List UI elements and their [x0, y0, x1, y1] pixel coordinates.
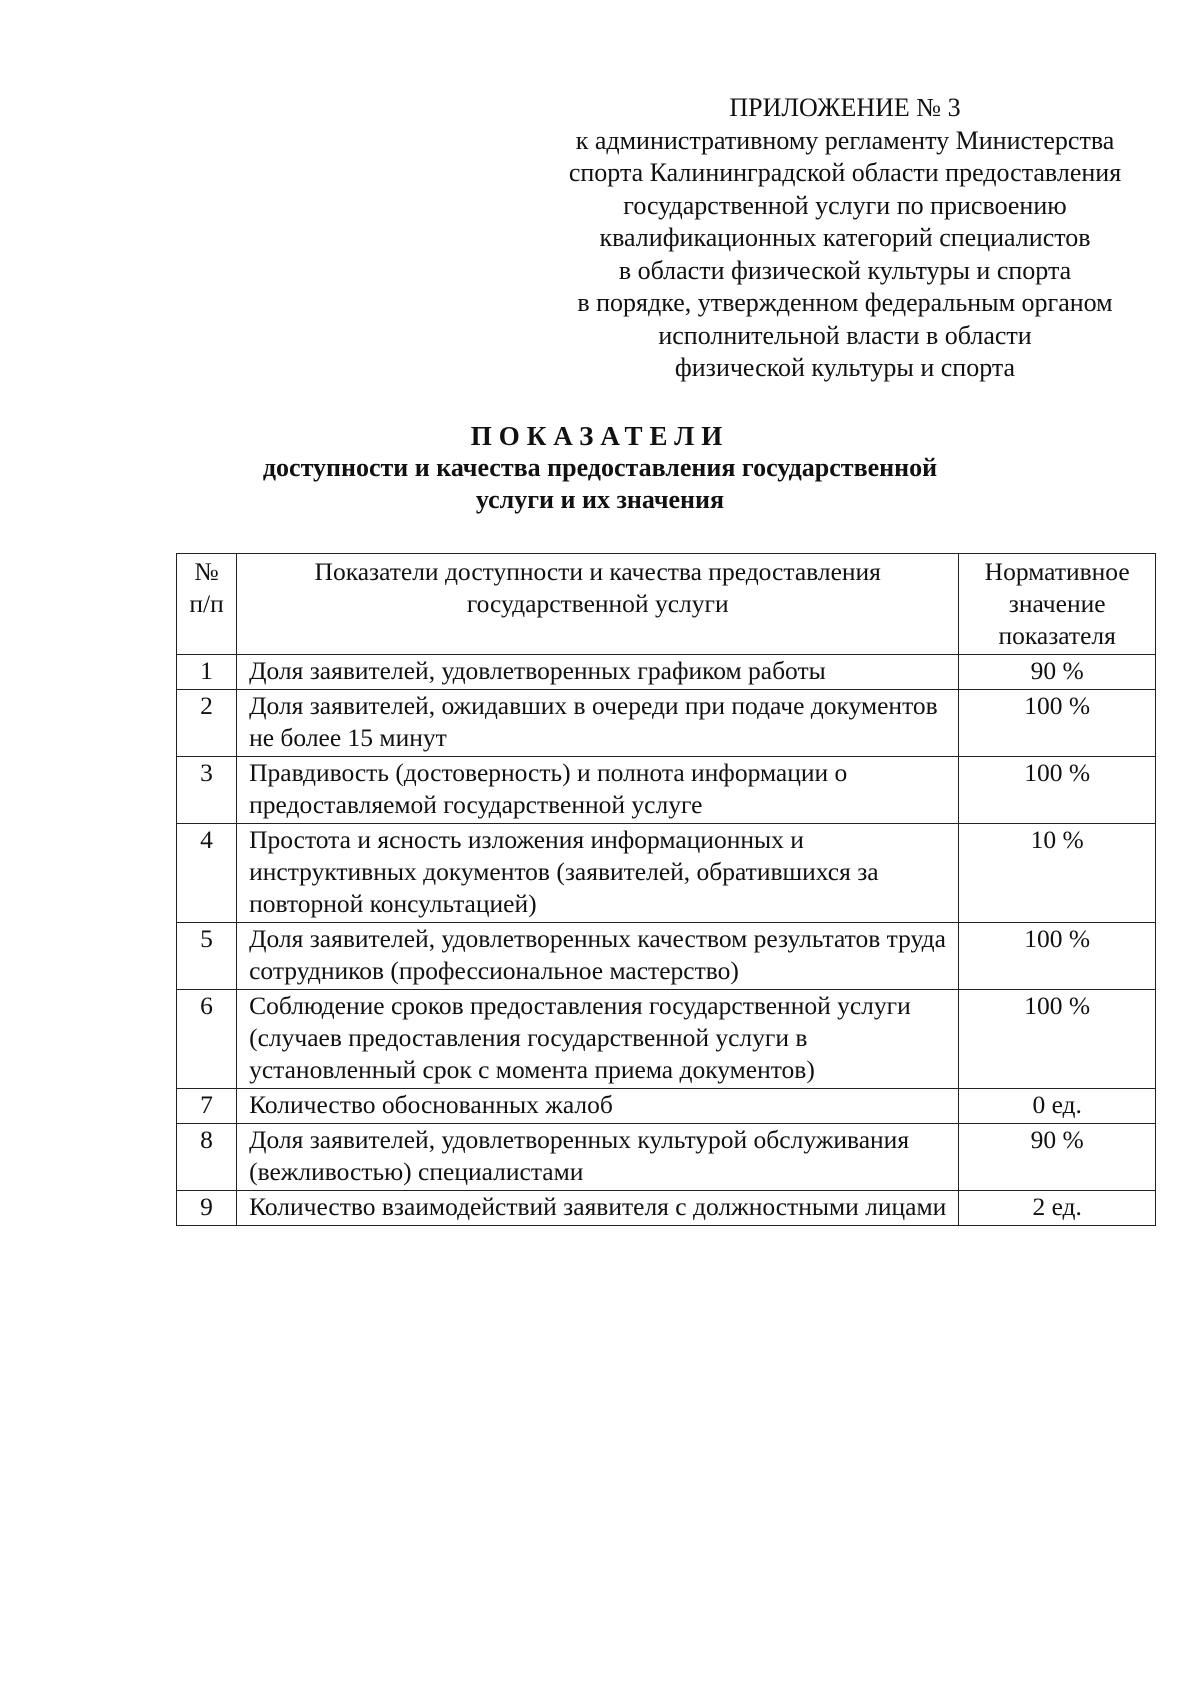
row-indicator: Правдивость (достоверность) и полнота информации о предоставляемой государственной услуге: [237, 757, 959, 824]
table-row: [177, 757, 1156, 824]
row-indicator: Количество обоснованных жалоб: [237, 1089, 959, 1124]
row-indicator: Доля заявителей, удовлетворенных графиком работы: [237, 655, 959, 690]
row-value: 0 ед.: [959, 1089, 1156, 1124]
header-value: Нормативное значение показателя: [959, 554, 1156, 655]
row-number: 5: [177, 923, 237, 990]
table-row: [177, 655, 1156, 690]
row-value: 100 %: [959, 757, 1156, 824]
table-row: [177, 1089, 1156, 1124]
appendix-line: квалификационных категорий специалистов: [599, 223, 1091, 252]
row-value: 90 %: [959, 655, 1156, 690]
row-indicator: Доля заявителей, ожидавших в очереди при подаче документов не более 15 минут: [237, 690, 959, 757]
row-number: 6: [177, 990, 237, 1089]
table-header-row: [177, 554, 1156, 655]
appendix-line: спорта Калининградской области предоставления: [568, 158, 1122, 187]
appendix-line: в порядке, утвержденном федеральным органом: [577, 288, 1113, 317]
row-value: 100 %: [959, 990, 1156, 1089]
row-number: 8: [177, 1124, 237, 1191]
indicators-table: [176, 553, 1156, 1226]
row-value: 2 ед.: [959, 1191, 1156, 1226]
row-value: 90 %: [959, 1124, 1156, 1191]
row-number: 7: [177, 1089, 237, 1124]
table-row: [177, 1124, 1156, 1191]
row-number: 1: [177, 655, 237, 690]
row-number: 2: [177, 690, 237, 757]
appendix-line: государственной услуги по присвоению: [623, 190, 1067, 220]
row-number: 3: [177, 757, 237, 824]
row-number: 9: [177, 1191, 237, 1226]
table-row: [177, 990, 1156, 1089]
row-indicator: Соблюдение сроков предоставления государственной услуги (случаев предоставления государственной услуги в установленный срок с момента приема документов): [237, 990, 959, 1089]
appendix-block: [520, 92, 1170, 385]
row-indicator: Количество взаимодействий заявителя с должностными лицами: [237, 1191, 959, 1226]
appendix-line: физической культуры и спорта: [674, 353, 1016, 382]
row-number: 4: [177, 824, 237, 923]
appendix-line: в области физической культуры и спорта: [618, 255, 1072, 285]
heading-subtitle-line: услуги и их значения: [475, 485, 725, 514]
table-row: [177, 690, 1156, 757]
header-number: № п/п: [177, 554, 237, 655]
header-indicator: Показатели доступности и качества предоставления государственной услуги: [237, 554, 959, 655]
heading-subtitle-line: доступности и качества предоставления государственной: [262, 453, 938, 482]
appendix-line: исполнительной власти в области: [658, 320, 1032, 350]
row-value: 100 %: [959, 690, 1156, 757]
appendix-title: ПРИЛОЖЕНИЕ № 3: [729, 93, 961, 122]
heading-title: ПОКАЗАТЕЛИ: [470, 421, 730, 451]
row-indicator: Простота и ясность изложения информационных и инструктивных документов (заявителей, обратившихся за повторной консультацией): [237, 824, 959, 923]
appendix-line: к административному регламенту Министерства: [575, 125, 1115, 155]
table-row: [177, 923, 1156, 990]
row-indicator: Доля заявителей, удовлетворенных качеством результатов труда сотрудников (профессиональное мастерство): [237, 923, 959, 990]
table-row: [177, 824, 1156, 923]
row-value: 10 %: [959, 824, 1156, 923]
table-row: [177, 1191, 1156, 1226]
row-indicator: Доля заявителей, удовлетворенных культурой обслуживания (вежливостью) специалистами: [237, 1124, 959, 1191]
document-heading: [160, 420, 1040, 516]
row-value: 100 %: [959, 923, 1156, 990]
